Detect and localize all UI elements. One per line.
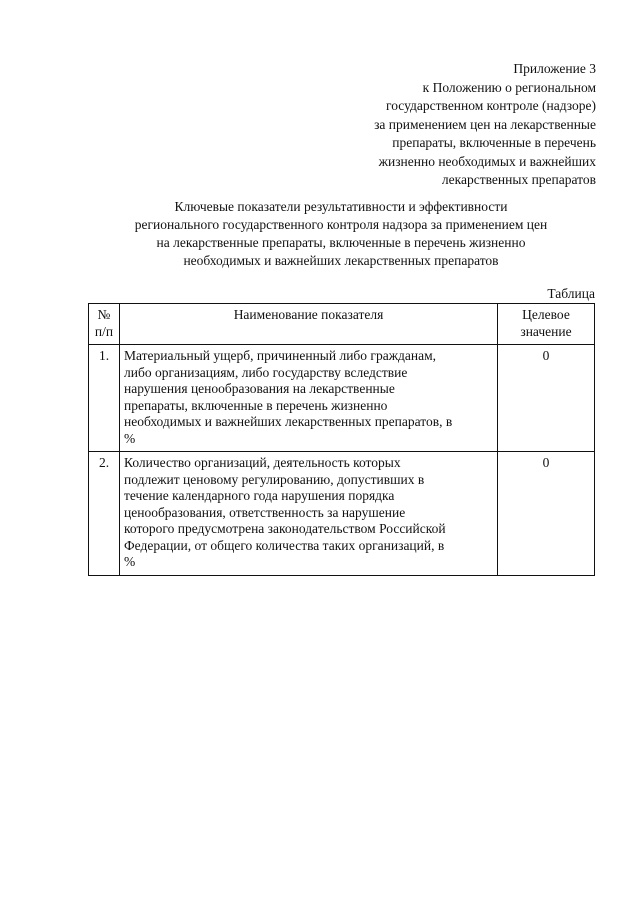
row-indicator-name xyxy=(120,452,498,576)
appendix-line: Приложение 3 xyxy=(513,61,596,76)
indicator-line: либо организациям, либо государству вследствие xyxy=(124,364,408,380)
indicator-line: ценообразования, ответственность за нарушение xyxy=(124,504,406,520)
indicator-line: Материальный ущерб, причиненный либо гражданам, xyxy=(124,348,437,363)
indicator-line: необходимых и важнейших лекарственных препаратов, в xyxy=(124,414,453,429)
header-number xyxy=(89,304,120,345)
table-header-row xyxy=(89,304,595,345)
appendix-line: к Положению о региональном xyxy=(422,79,596,95)
table-caption: Таблица xyxy=(547,286,595,301)
header-target-line2: значение xyxy=(520,323,572,339)
row-indicator-name xyxy=(120,345,498,452)
header-target-line1: Целевое xyxy=(522,307,570,322)
header-number-line2: п/п xyxy=(94,323,114,339)
header-number-line1: № xyxy=(97,307,111,322)
appendix-line: жизненно необходимых и важнейших xyxy=(378,153,596,169)
title-line: необходимых и важнейших лекарственных препаратов xyxy=(183,253,499,268)
indicator-line: Количество организаций, деятельность которых xyxy=(124,455,401,470)
appendix-line: лекарственных препаратов xyxy=(441,172,596,187)
header-indicator-name: Наименование показателя xyxy=(120,304,498,345)
appendix-line: препараты, включенные в перечень xyxy=(392,135,596,150)
title-line: Ключевые показатели результативности и эффективности xyxy=(174,199,508,214)
appendix-line: за применением цен на лекарственные xyxy=(374,116,596,132)
table-row xyxy=(89,452,595,576)
row-target-value: 0 xyxy=(498,452,595,576)
indicator-line: % xyxy=(124,554,136,569)
indicator-line: нарушения ценообразования на лекарственные xyxy=(124,381,395,396)
row-target-value: 0 xyxy=(498,345,595,452)
indicator-line: течение календарного года нарушения порядка xyxy=(124,488,395,503)
indicator-line: которого предусмотрена законодательством Российской xyxy=(124,521,446,536)
title-line: регионального государственного контроля надзора за применением цен xyxy=(134,217,548,232)
indicator-line: % xyxy=(124,430,136,446)
row-number: 2. xyxy=(89,452,120,576)
title-line: на лекарственные препараты, включенные в перечень жизненно xyxy=(156,235,526,250)
indicator-line: подлежит ценовому регулированию, допустивших в xyxy=(124,471,425,487)
indicator-line: Федерации, от общего количества таких организаций, в xyxy=(124,537,445,553)
appendix-line: государственном контроле (надзоре) xyxy=(386,98,596,113)
table-row xyxy=(89,345,595,452)
indicators-table xyxy=(88,303,595,576)
row-number: 1. xyxy=(89,345,120,452)
header-target-value xyxy=(498,304,595,345)
indicator-line: препараты, включенные в перечень жизненно xyxy=(124,397,388,413)
appendix-header xyxy=(296,60,596,190)
document-title xyxy=(88,198,594,270)
